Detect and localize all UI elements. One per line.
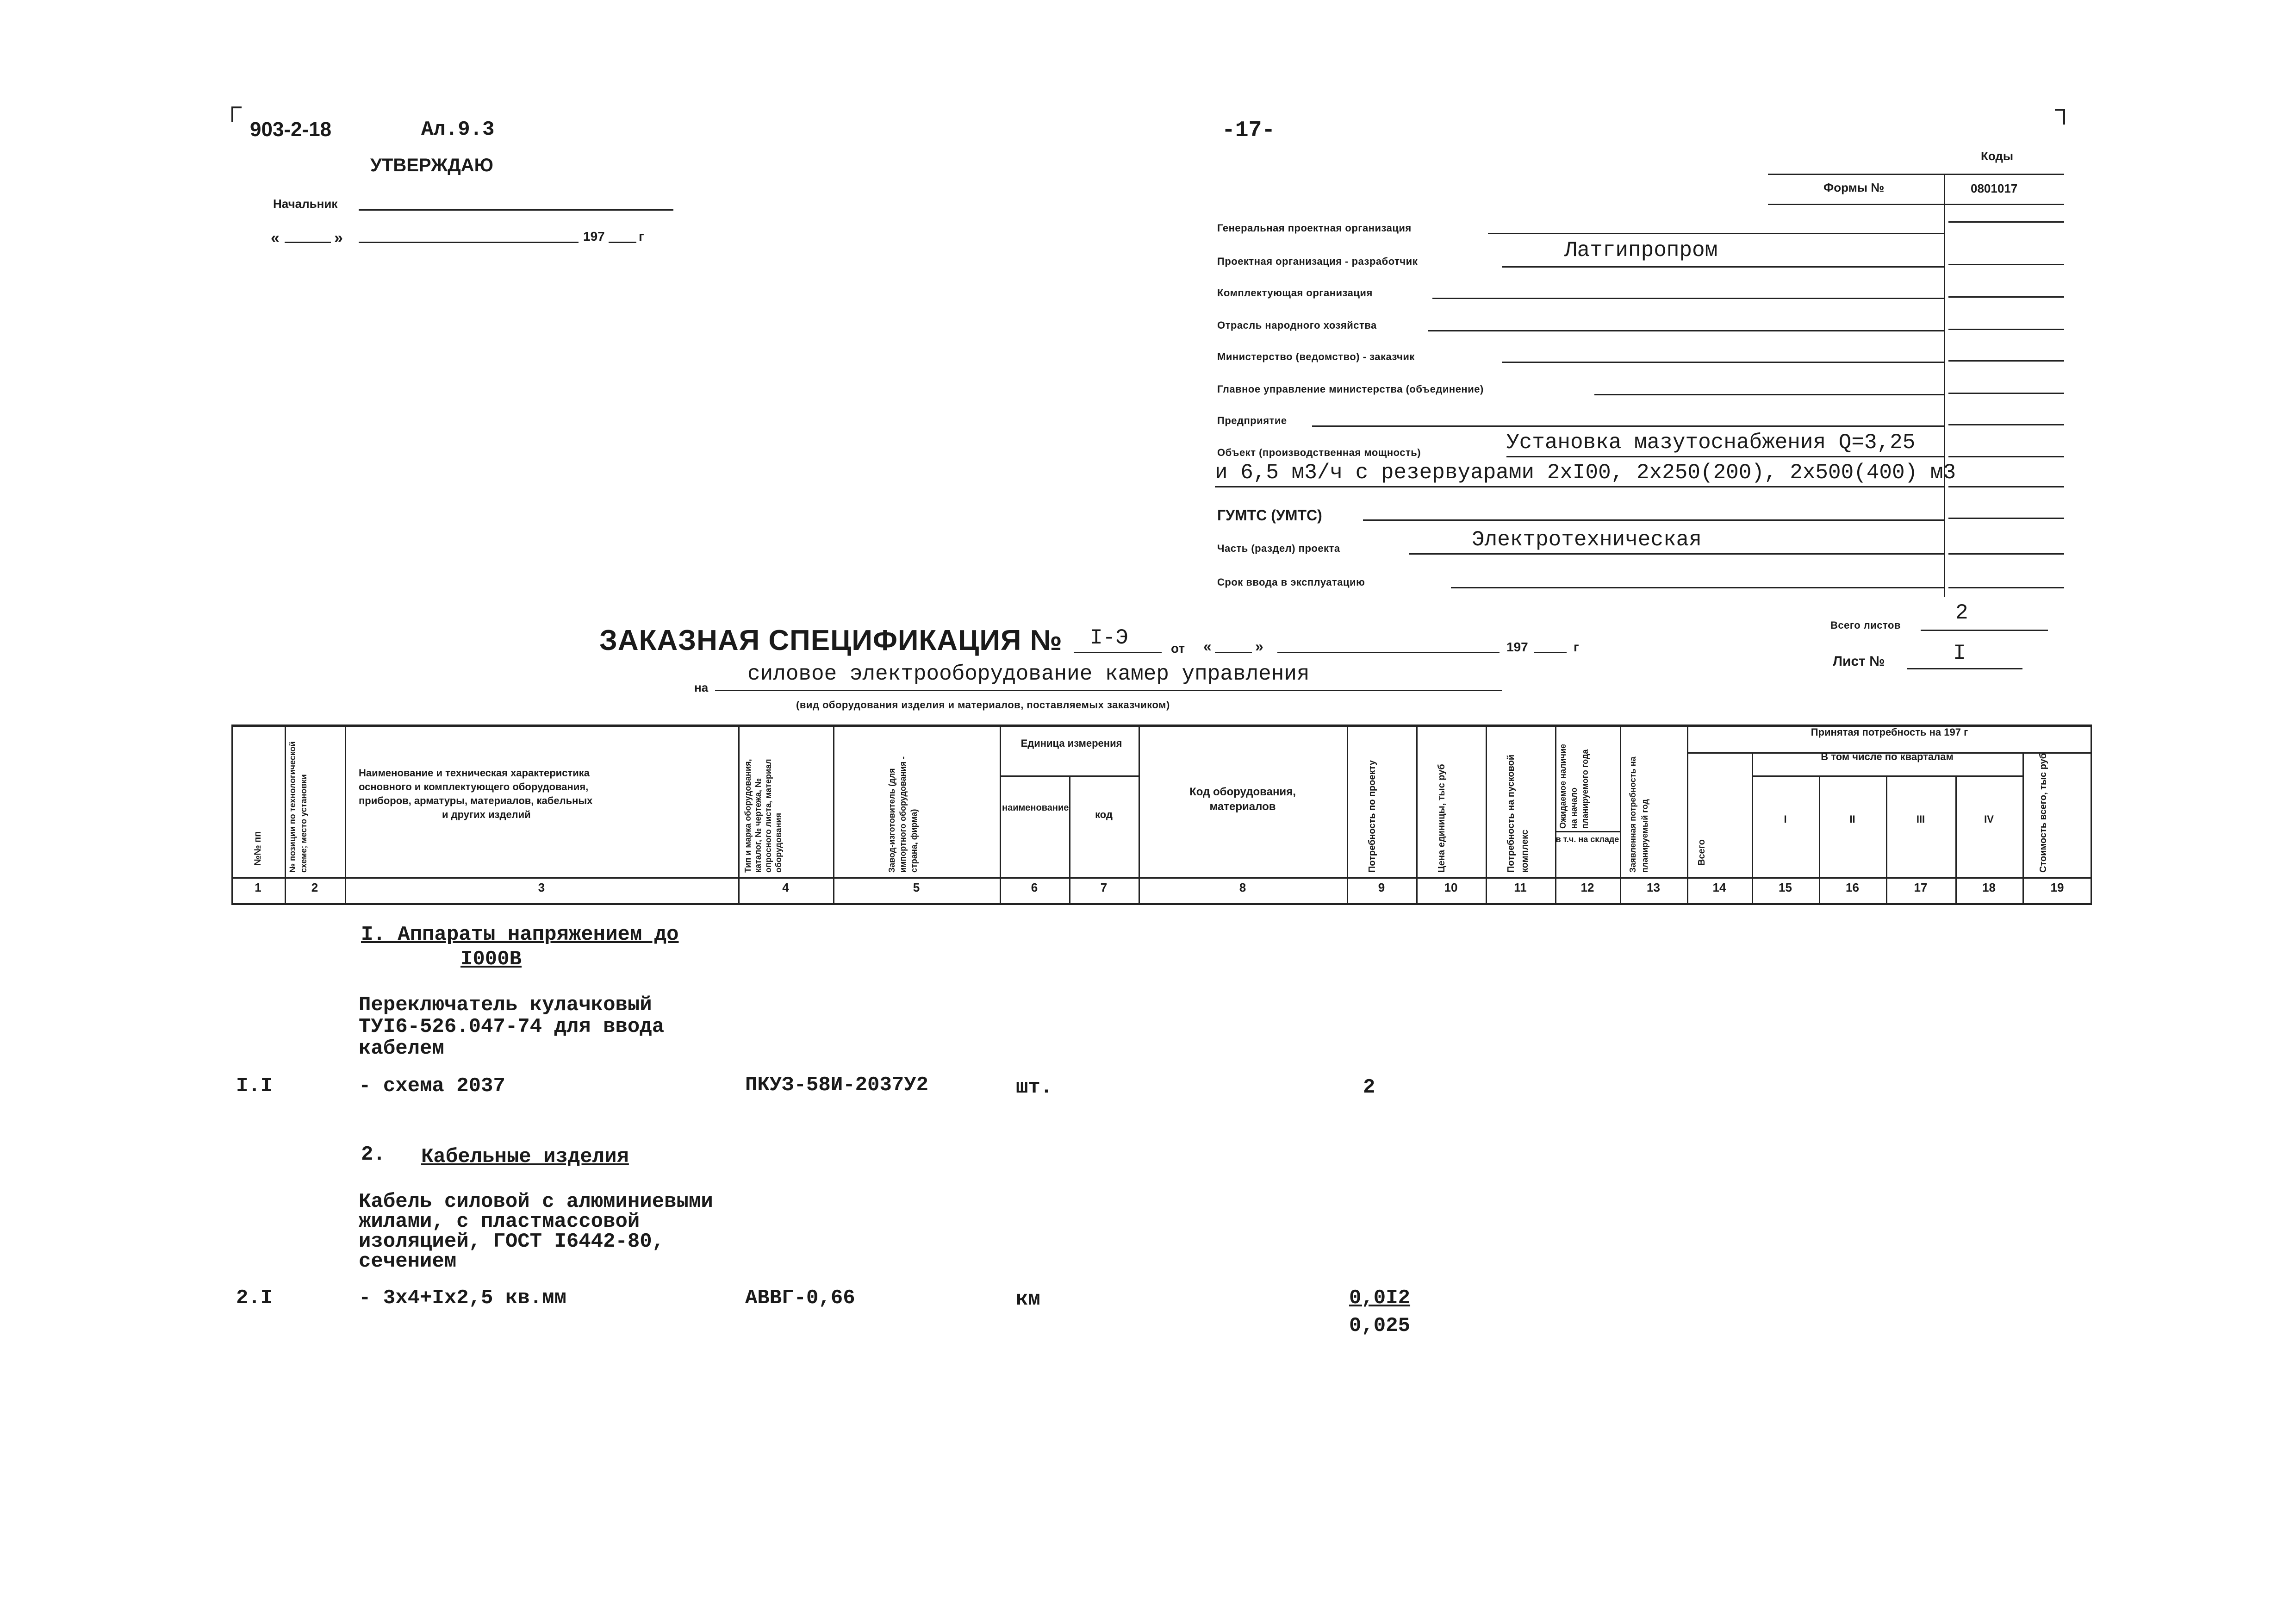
date-year-suffix: г <box>639 229 644 244</box>
org-value-1: Латгипропром <box>1564 238 1718 262</box>
col-num: 15 <box>1779 881 1792 894</box>
th-quarters-group: В том числе по кварталам <box>1821 751 1954 762</box>
spec-year-label: 197 <box>1506 640 1528 654</box>
sheets-total: 2 <box>1955 601 1968 625</box>
code-line-7 <box>1948 456 2064 457</box>
th-c11: Потребность на пусковой комплекс <box>1506 754 1530 873</box>
sheet-number: I <box>1953 641 1966 665</box>
approve-title: УТВЕРЖДАЮ <box>370 155 493 175</box>
spec-subject-line <box>715 690 1502 691</box>
col-num: 12 <box>1580 881 1594 894</box>
col-num: 19 <box>2050 881 2064 894</box>
col-num: 8 <box>1239 881 1246 894</box>
th-c9: Потребность по проекту <box>1367 760 1377 873</box>
item-2-type: АВВГ-0,66 <box>745 1287 855 1310</box>
codes-form-line <box>1768 204 2064 205</box>
spec-from-label: от <box>1171 641 1185 656</box>
date-year-label: 197 <box>583 229 605 244</box>
corner-mark-right <box>2055 109 2065 125</box>
spec-subject-caption: (вид оборудования изделия и материалов, поставляемых заказчиком) <box>796 699 1170 711</box>
code-line-3 <box>1948 329 2064 330</box>
code-line-4 <box>1948 360 2064 362</box>
item-1-type: ПКУЗ-58И-2037У2 <box>745 1074 929 1097</box>
org-line-6 <box>1312 425 1944 427</box>
section-2-title: Кабельные изделия <box>421 1145 629 1168</box>
org-line-2 <box>1432 298 1944 299</box>
org-line-3 <box>1428 330 1944 331</box>
th-c12-top: Ожидаемое наличие на начало планируемого года <box>1558 743 1590 829</box>
item-1-desc: Переключатель кулачковый ТУI6-526.047-74 для ввода кабелем <box>359 993 665 1060</box>
th-c3-line1: Наименование и техническая характеристика <box>359 767 590 779</box>
item-2-pos: 2.I <box>236 1287 273 1310</box>
th-q2: II <box>1849 813 1855 825</box>
th-unit-group: Единица измерения <box>1020 737 1122 749</box>
org-label-5: Главное управление министерства (объединение) <box>1217 383 1484 395</box>
item-2-desc: Кабель силовой с алюминиевыми жилами, с пластмассовой изоляцией, ГОСТ I6442-80, сечением <box>359 1190 713 1273</box>
col-num: 11 <box>1514 881 1527 894</box>
object-label: Объект (производственная мощность) <box>1217 447 1421 458</box>
chief-line <box>359 209 673 211</box>
th-c6: наименование <box>1002 803 1069 813</box>
th-c3-line3: приборов, арматуры, материалов, кабельных <box>359 795 593 806</box>
code-line-10 <box>1948 553 2064 555</box>
date-open-quote: « <box>271 229 280 247</box>
section-1-title-line1: I. Аппараты напряжением до <box>361 923 679 946</box>
org-line-4 <box>1502 362 1944 363</box>
th-c10: Цена единицы, тыс руб <box>1437 764 1447 873</box>
col-num: 13 <box>1647 881 1660 894</box>
org-line-1 <box>1502 266 1944 268</box>
org-label-1: Проектная организация - разработчик <box>1217 256 1418 267</box>
th-c19: Стоимость всего, тыс руб <box>2038 753 2048 873</box>
th-c14: Всего <box>1697 839 1707 866</box>
page-number: -17- <box>1222 118 1276 143</box>
form-value: 0801017 <box>1971 181 2018 195</box>
col-num: 18 <box>1982 881 1996 894</box>
th-q3: III <box>1916 813 1925 825</box>
date-close-quote: » <box>334 229 343 247</box>
album-number: Ал.9.3 <box>421 118 495 141</box>
item-1-name: - схема 2037 <box>359 1074 505 1098</box>
col-num: 16 <box>1846 881 1859 894</box>
code-line-8 <box>1948 486 2064 487</box>
th-c7: код <box>1095 809 1113 820</box>
extra-line-2 <box>1451 587 1944 588</box>
sheet-label: Лист № <box>1833 654 1885 669</box>
item-1-unit: шт. <box>1016 1076 1053 1099</box>
extra-value-1: Электротехническая <box>1472 528 1702 552</box>
org-line-5 <box>1594 394 1944 395</box>
org-label-2: Комплектующая организация <box>1217 287 1373 299</box>
col-num: 1 <box>255 881 261 894</box>
item-2-name: - 3х4+Iх2,5 кв.мм <box>359 1287 566 1310</box>
org-line-0 <box>1488 233 1944 234</box>
code-line-11 <box>1948 587 2064 588</box>
code-line-2 <box>1948 296 2064 298</box>
spec-on-label: на <box>694 681 709 694</box>
spec-title: ЗАКАЗНАЯ СПЕЦИФИКАЦИЯ № <box>599 625 1063 656</box>
org-label-0: Генеральная проектная организация <box>1217 222 1412 234</box>
extra-label-2: Срок ввода в эксплуатацию <box>1217 576 1365 588</box>
col-num: 9 <box>1378 881 1385 894</box>
object-line-1 <box>1506 456 1944 457</box>
org-label-4: Министерство (ведомство) - заказчик <box>1217 351 1415 362</box>
col-num: 5 <box>913 881 920 894</box>
chief-label: Начальник <box>273 197 338 211</box>
codes-top-line <box>1768 174 2064 175</box>
spec-number-line <box>1074 652 1162 653</box>
col-num: 6 <box>1031 881 1038 894</box>
section-2-number: 2. <box>361 1143 386 1166</box>
th-c8: Код оборудования, материалов <box>1189 786 1296 813</box>
col-num: 14 <box>1712 881 1726 894</box>
code-line-6 <box>1948 424 2064 425</box>
th-c4: Тип и марка оборудования, каталог, № чертежа, № опросного листа, материал оборудования <box>743 759 783 873</box>
th-c13: Заявленная потребность на планируемый год <box>1628 756 1649 873</box>
spec-number: I-Э <box>1090 626 1128 650</box>
doc-code: 903-2-18 <box>250 118 332 141</box>
codes-title: Коды <box>1981 149 2014 163</box>
item-2-unit: км <box>1016 1288 1040 1311</box>
section-1-title-line2: I000В <box>460 948 522 971</box>
date-month-line <box>359 242 579 243</box>
th-c3-line4: и других изделий <box>442 809 531 820</box>
th-q1: I <box>1784 813 1787 825</box>
item-2-qty2: 0,025 <box>1349 1314 1411 1337</box>
col-num: 3 <box>538 881 545 894</box>
object-line-2 <box>1215 486 1944 487</box>
date-day-line <box>285 242 331 243</box>
item-1-qty: 2 <box>1363 1076 1375 1099</box>
sheet-number-line <box>1907 668 2022 669</box>
code-line-5 <box>1948 393 2064 394</box>
form-label: Формы № <box>1823 181 1885 194</box>
th-q4: IV <box>1984 813 1994 825</box>
extra-label-1: Часть (раздел) проекта <box>1217 543 1340 554</box>
spec-year-suffix: г <box>1574 640 1579 654</box>
code-line-9 <box>1948 518 2064 519</box>
org-label-6: Предприятие <box>1217 415 1287 426</box>
codes-vertical <box>1944 174 1945 597</box>
spec-day-line <box>1215 652 1252 653</box>
code-line-0 <box>1948 221 2064 223</box>
extra-line-0 <box>1363 519 1944 521</box>
object-value-line2: и 6,5 м3/ч с резервуарами 2хI00, 2х250(200), 2х500(400) м3 <box>1215 461 1956 485</box>
item-2-qty: 0,0I2 <box>1349 1287 1411 1310</box>
th-c1: №№ пп <box>253 831 263 866</box>
th-c2: № позиции по технологической схеме; место установки <box>288 741 308 873</box>
corner-mark-left <box>231 106 242 122</box>
spec-subject: силовое электрооборудование камер управления <box>747 662 1310 686</box>
col-num: 4 <box>782 881 789 894</box>
sheets-total-label: Всего листов <box>1830 619 1901 631</box>
spec-date-open: « <box>1203 638 1212 655</box>
th-c12-bottom: в т.ч. на складе <box>1556 835 1619 844</box>
code-line-1 <box>1948 264 2064 265</box>
col-num: 10 <box>1444 881 1458 894</box>
col-num: 2 <box>311 881 318 894</box>
object-value-line1: Установка мазутоснабжения Q=3,25 <box>1506 431 1916 455</box>
item-1-pos: I.I <box>236 1074 273 1098</box>
date-year-line <box>609 242 636 243</box>
spec-month-line <box>1277 652 1500 653</box>
extra-line-1 <box>1409 553 1944 555</box>
sheets-total-line <box>1921 630 2048 631</box>
spec-date-close: » <box>1255 638 1263 655</box>
col-num: 7 <box>1100 881 1108 894</box>
th-c5: Завод-изготовитель (для импортного оборудования - страна, фирма) <box>887 756 919 873</box>
th-c3-line2: основного и комплектующего оборудования, <box>359 781 589 793</box>
org-label-3: Отрасль народного хозяйства <box>1217 319 1377 331</box>
th-accepted-group: Принятая потребность на 197 г <box>1811 726 1968 738</box>
extra-label-0: ГУМТС (УМТС) <box>1217 507 1322 524</box>
col-num: 17 <box>1914 881 1928 894</box>
spec-year-line <box>1534 652 1567 653</box>
